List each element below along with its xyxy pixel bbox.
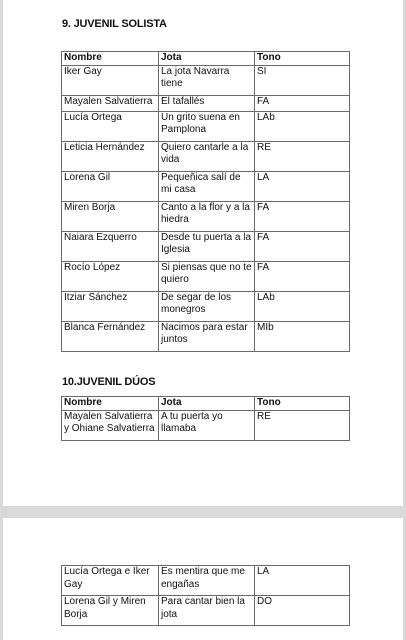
cell-jota: Pequeñica salí de mi casa [159, 171, 255, 201]
cell-nombre: Lucía Ortega e Iker Gay [62, 566, 159, 596]
cell-nombre: Mayalen Salvatierra y Ohiane Salvatierra [62, 410, 159, 440]
header-nombre: Nombre [62, 52, 159, 66]
cell-tono: MIb [255, 321, 350, 351]
cell-nombre: Lorena Gil [62, 171, 159, 201]
table-row [62, 201, 350, 231]
table-row [62, 291, 350, 321]
cell-jota: Si piensas que no te quiero [159, 261, 255, 291]
cell-nombre: Iker Gay [62, 65, 159, 95]
document-page-1 [3, 0, 403, 506]
table-row [62, 566, 350, 596]
header-tono: Tono [255, 397, 350, 411]
cell-nombre: Leticia Hernández [62, 141, 159, 171]
cell-jota: Es mentira que me engañas [159, 566, 255, 596]
cell-jota: Para cantar bien la jota [159, 596, 255, 626]
cell-tono: FA [255, 231, 350, 261]
table-row [62, 321, 350, 351]
cell-jota: De segar de los monegros [159, 291, 255, 321]
cell-nombre: Lorena Gil y Miren Borja [62, 596, 159, 626]
section-heading-juvenil-duos: 10.JUVENIL DÚOS [62, 376, 156, 388]
table-header-row [62, 397, 350, 411]
header-tono: Tono [255, 52, 350, 66]
table-row [62, 231, 350, 261]
cell-jota: Canto a la flor y a la hiedra [159, 201, 255, 231]
cell-tono: LA [255, 171, 350, 201]
cell-nombre: Miren Borja [62, 201, 159, 231]
cell-jota: Desde tu puerta a la Iglesia [159, 231, 255, 261]
cell-tono: FA [255, 201, 350, 231]
table-header-row [62, 52, 350, 66]
cell-tono: DO [255, 596, 350, 626]
cell-nombre: Naiara Ezquerro [62, 231, 159, 261]
table-row [62, 65, 350, 95]
cell-tono: LAb [255, 111, 350, 141]
cell-nombre: Blanca Fernández [62, 321, 159, 351]
cell-tono: RE [255, 141, 350, 171]
table-row [62, 410, 350, 440]
header-nombre: Nombre [62, 397, 159, 411]
table-row [62, 261, 350, 291]
section-heading-juvenil-solista: 9. JUVENIL SOLISTA [62, 18, 167, 30]
cell-tono: LAb [255, 291, 350, 321]
cell-jota: A tu puerta yo llamaba [159, 410, 255, 440]
table-row [62, 95, 350, 111]
cell-jota: Quiero cantarle a la vida [159, 141, 255, 171]
cell-jota: La jota Navarra tiene [159, 65, 255, 95]
cell-nombre: Rocío López [62, 261, 159, 291]
cell-nombre: Itziar Sánchez [62, 291, 159, 321]
juvenil-solista-table [61, 51, 350, 352]
cell-jota: Nacimos para estar juntos [159, 321, 255, 351]
juvenil-duos-table [61, 396, 350, 441]
table-row [62, 171, 350, 201]
header-jota: Jota [159, 397, 255, 411]
cell-tono: FA [255, 95, 350, 111]
table-row [62, 111, 350, 141]
cell-tono: LA [255, 566, 350, 596]
cell-jota: Un grito suena en Pamplona [159, 111, 255, 141]
header-jota: Jota [159, 52, 255, 66]
table-row [62, 596, 350, 626]
juvenil-duos-table-continued [61, 565, 350, 626]
cell-tono: RE [255, 410, 350, 440]
cell-jota: El tafallés [159, 95, 255, 111]
table-row [62, 141, 350, 171]
cell-tono: SI [255, 65, 350, 95]
document-page-2 [3, 518, 403, 640]
cell-tono: FA [255, 261, 350, 291]
cell-nombre: Lucía Ortega [62, 111, 159, 141]
cell-nombre: Mayalen Salvatierra [62, 95, 159, 111]
